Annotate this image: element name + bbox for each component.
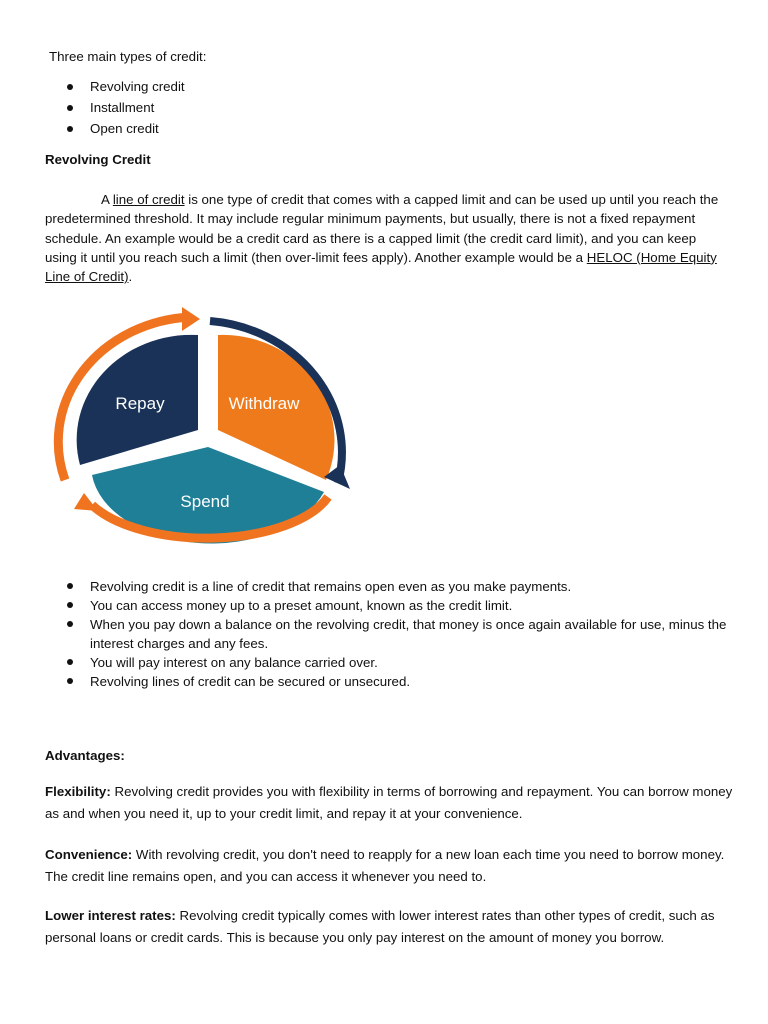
list-item: Open credit (45, 120, 185, 141)
bullet-icon (67, 678, 73, 684)
advantage-lower-interest: Lower interest rates: Revolving credit typically comes with lower interest rates than other types of credit, such as personal loans or credit cards. This is because you only pay interest on the amount of money you borrow. (45, 908, 715, 945)
advantage-term: Lower interest rates: (45, 908, 176, 923)
list-item: You will pay interest on any balance carried over. (45, 653, 735, 672)
list-item: Revolving credit (45, 78, 185, 99)
bullet-icon (67, 105, 73, 111)
advantage-term: Convenience: (45, 847, 133, 862)
repay-label: Repay (115, 394, 165, 413)
list-item: Revolving lines of credit can be secured or unsecured. (45, 672, 735, 691)
list-item: You can access money up to a preset amount, known as the credit limit. (45, 596, 735, 615)
advantage-convenience: Convenience: With revolving credit, you don't need to reapply for a new loan each time you need to borrow money. The credit line remains open, and you can access it whenever you need to. (45, 847, 725, 884)
withdraw-label: Withdraw (228, 394, 300, 413)
line-of-credit-link[interactable]: line of credit (112, 192, 185, 207)
bullet-icon (67, 126, 73, 132)
orange-arrowhead-top (182, 307, 200, 331)
revolving-paragraph: A line of credit is one type of credit that comes with a capped limit and can be used up until you reach the predetermined threshold. It may include regular minimum payments, but usually, there is not a fixed repayment schedule. An example would be a credit card as there is a capped limit (the credit card limit), and you can keep using it until you reach such a limit (then over-limit fees apply). Another example would be a HELOC (Home Equity Line of Credit). (45, 192, 719, 285)
advantage-flexibility: Flexibility: Revolving credit provides you with flexibility in terms of borrowing and repayment. You can borrow money as and when you need it, up to your credit limit, and repay it at your convenience. (45, 784, 733, 821)
advantage-term: Flexibility: (45, 784, 111, 799)
bullet-icon (67, 602, 73, 608)
credit-types-list (45, 78, 185, 141)
bullet-icon (67, 84, 73, 90)
advantages-title: Advantages: (45, 748, 125, 763)
bullet-icon (67, 621, 73, 627)
orange-arrowhead-bottom (74, 493, 98, 511)
revolving-credit-cycle-diagram (40, 305, 370, 565)
bullet-icon (67, 659, 73, 665)
spend-label: Spend (180, 492, 230, 511)
bullet-icon (67, 583, 73, 589)
intro-text: Three main types of credit: (49, 49, 207, 64)
list-item: Revolving credit is a line of credit that remains open even as you make payments. (45, 577, 735, 596)
list-item: When you pay down a balance on the revolving credit, that money is once again available for use, minus the interest charges and any fees. (45, 615, 735, 653)
revolving-facts-list (45, 577, 735, 691)
section-heading: Revolving Credit (45, 152, 151, 167)
list-item: Installment (45, 99, 185, 120)
heloc-link[interactable]: HELOC (Home Equity Line of Credit) (45, 249, 717, 285)
